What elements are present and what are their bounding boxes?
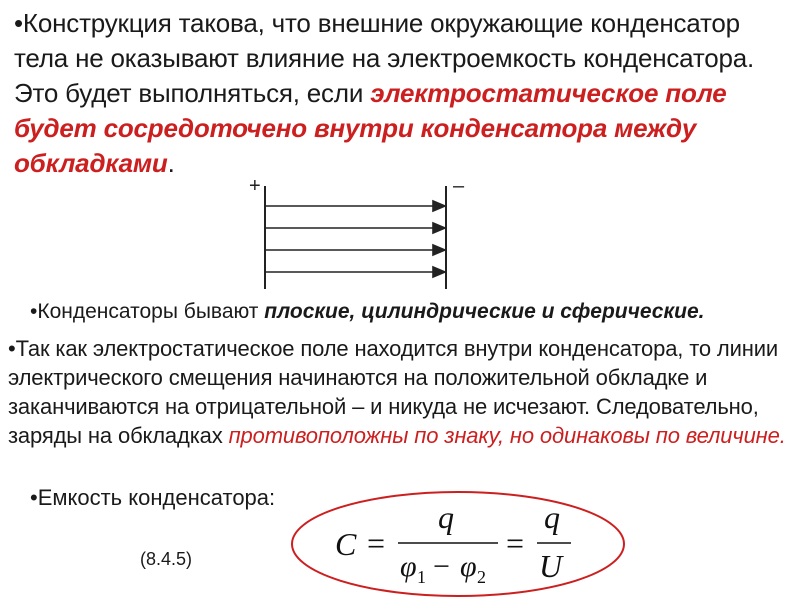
- formula-sub-1: 1: [417, 567, 426, 587]
- bullet: •: [8, 336, 16, 361]
- types-bold: плоские, цилиндрические и сферические.: [264, 300, 705, 323]
- charges-highlight: противоположны по знаку, но одинаковы по величине.: [228, 423, 786, 448]
- formula-denominator-u: U: [539, 548, 563, 584]
- formula-equals-2: =: [506, 525, 525, 561]
- field-inside-highlight: электростатическое поле будет сосредоточено внутри конденсатора между обкладками: [14, 78, 727, 178]
- minus-sign: –: [453, 176, 465, 197]
- paragraph-types: [30, 297, 790, 326]
- paragraph-capacitance: [30, 483, 275, 512]
- formula-minus: −: [433, 550, 450, 583]
- capacitance-formula: [288, 488, 628, 598]
- bullet: •: [30, 300, 38, 323]
- arrow-head: [433, 245, 445, 255]
- bullet: •: [30, 485, 38, 510]
- displacement-text: Так как электростатическое поле находится внутри конденсатора, то линии электрического смещения начинаются на положительной обкладке и заканчиваются на отрицательной – и никуда не исчезают. Следовательно, заряды на обкладках: [8, 336, 779, 448]
- paragraph-displacement: [8, 334, 794, 450]
- construction-text: Конструкция такова, что внешние окружающие конденсатор тела не оказывают влияние на электроемкость конденсатора. Это будет выполняться, если: [14, 8, 755, 108]
- formula-lhs-c: C: [335, 526, 357, 562]
- formula-phi-1: φ: [400, 550, 417, 583]
- plus-sign: +: [249, 176, 261, 197]
- formula-equals-1: =: [367, 525, 386, 561]
- formula-numerator-q2: q: [544, 499, 560, 535]
- types-text: Конденсаторы бывают: [37, 300, 265, 323]
- formula-sub-2: 2: [477, 567, 486, 587]
- period: .: [167, 148, 175, 178]
- equation-number: (8.4.5): [140, 549, 193, 569]
- arrow-head: [433, 267, 445, 277]
- paragraph-construction: [14, 6, 790, 181]
- bullet: •: [14, 8, 23, 38]
- arrow-head: [433, 223, 445, 233]
- capacitance-text: Емкость конденсатора:: [37, 485, 276, 510]
- formula-phi-2: φ: [460, 550, 477, 583]
- capacitor-field-diagram: [240, 176, 480, 296]
- field-lines: [265, 201, 445, 277]
- arrow-head: [433, 201, 445, 211]
- formula-numerator-q1: q: [438, 499, 454, 535]
